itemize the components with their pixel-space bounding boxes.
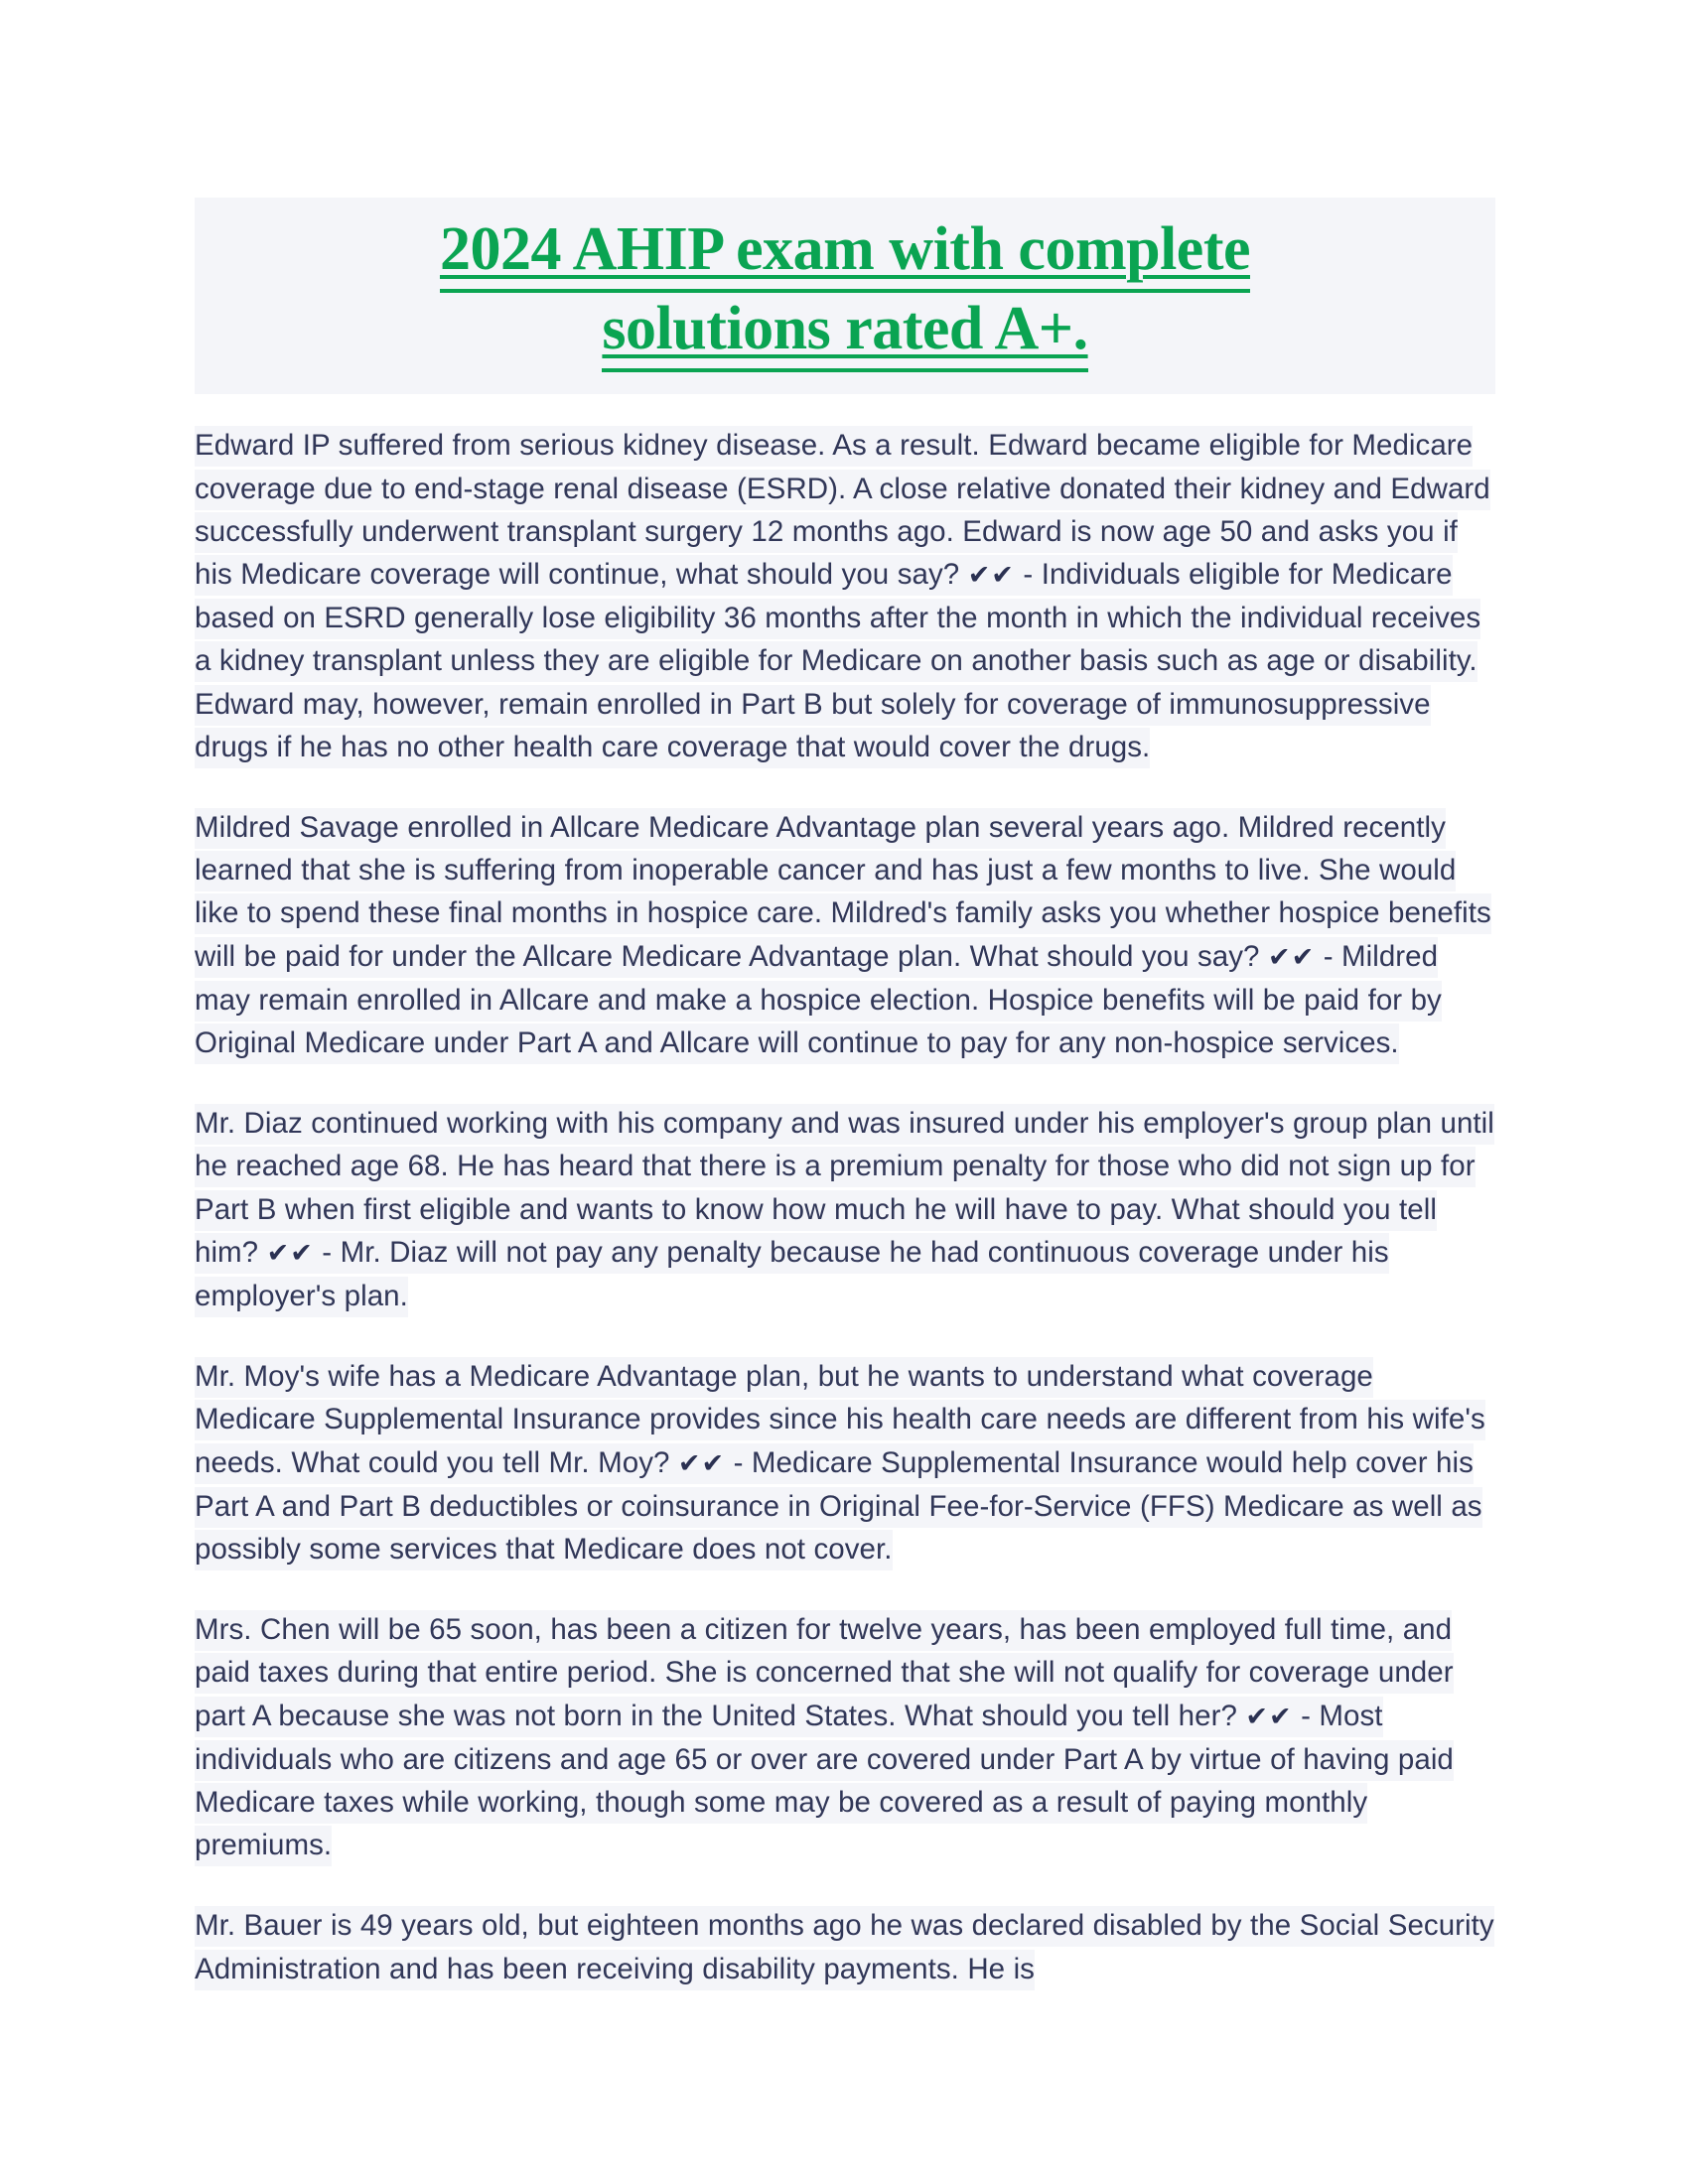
qa-paragraph-5 — [195, 1608, 1495, 1866]
qa-paragraph-4 — [195, 1355, 1495, 1570]
document-body — [195, 424, 1495, 1990]
page-title-line-2: solutions rated A+. — [602, 293, 1087, 372]
qa-paragraph-6 — [195, 1904, 1495, 1989]
answer-marker-icon-3: ✔✔ — [266, 1237, 314, 1269]
question-text-5: Mrs. Chen will be 65 soon, has been a citizen for twelve years, has been employed full time, and paid taxes during that entire period. She is concerned that she will not qualify for coverage under part A because she was not born in the United States. What should you tell her? — [195, 1613, 1454, 1732]
question-text-6: Mr. Bauer is 49 years old, but eighteen months ago he was declared disabled by the Social Security Administration and has been receiving disability payments. He is — [195, 1909, 1494, 1985]
document-title-block — [195, 198, 1495, 394]
question-text-3: Mr. Diaz continued working with his company and was insured under his employer's group plan until he reached age 68. He has heard that there is a premium penalty for those who did not sign up for Part B when first eligible and wants to know how much he will have to pay. What should you tell him? — [195, 1107, 1494, 1269]
answer-text-4: - Medicare Supplemental Insurance would help cover his Part A and Part B deductibles or coinsurance in Original Fee-for-Service (FFS) Medicare as well as possibly some services that Medicare does not cover. — [195, 1445, 1482, 1566]
document-content — [195, 198, 1495, 1990]
answer-marker-icon-5: ✔✔ — [1245, 1701, 1293, 1732]
qa-paragraph-3 — [195, 1102, 1495, 1317]
answer-text-5: - Most individuals who are citizens and age 65 or over are covered under Part A by virtue of having paid Medicare taxes while working, though some may be covered as a result of paying monthly premiums. — [195, 1699, 1454, 1862]
qa-paragraph-1 — [195, 424, 1495, 768]
answer-text-1: - Individuals eligible for Medicare based on ESRD generally lose eligibility 36 months after the month in which the individual receives a kidney transplant unless they are eligible for Medicare on another basis such as age or disability. Edward may, however, remain enrolled in Part B but solely for coverage of immunosuppressive drugs if he has no other health care coverage that would cover the drugs. — [195, 557, 1481, 763]
answer-text-2: - Mildred may remain enrolled in Allcare and make a hospice election. Hospice benefits will be paid for by Original Medicare under Part A and Allcare will continue to pay for any non-hospice services. — [195, 939, 1442, 1059]
question-text-4: Mr. Moy's wife has a Medicare Advantage plan, but he wants to understand what coverage Medicare Supplemental Insurance provides since his health care needs are different from his wife's needs. What could you tell Mr. Moy? — [195, 1360, 1485, 1479]
page-title-line-1: 2024 AHIP exam with complete — [440, 213, 1250, 293]
answer-marker-icon-1: ✔✔ — [967, 559, 1015, 591]
page-title — [218, 213, 1472, 372]
question-text-1: Edward IP suffered from serious kidney disease. As a result. Edward became eligible for Medicare coverage due to end-stage renal disease (ESRD). A close relative donated their kidney and Edward successfully underwent transplant surgery 12 months ago. Edward is now age 50 and asks you if his Medicare coverage will continue, what should you say? — [195, 429, 1490, 591]
qa-paragraph-2 — [195, 806, 1495, 1064]
question-text-2: Mildred Savage enrolled in Allcare Medicare Advantage plan several years ago. Mildred recently learned that she is suffering from inoperable cancer and has just a few months to live. She would like to spend these final months in hospice care. Mildred's family asks you whether hospice benefits will be paid for under the Allcare Medicare Advantage plan. What should you say? — [195, 810, 1491, 973]
answer-text-3: - Mr. Diaz will not pay any penalty because he had continuous coverage under his employer's plan. — [195, 1235, 1389, 1312]
answer-marker-icon-2: ✔✔ — [1267, 941, 1316, 973]
answer-marker-icon-4: ✔✔ — [677, 1447, 726, 1479]
